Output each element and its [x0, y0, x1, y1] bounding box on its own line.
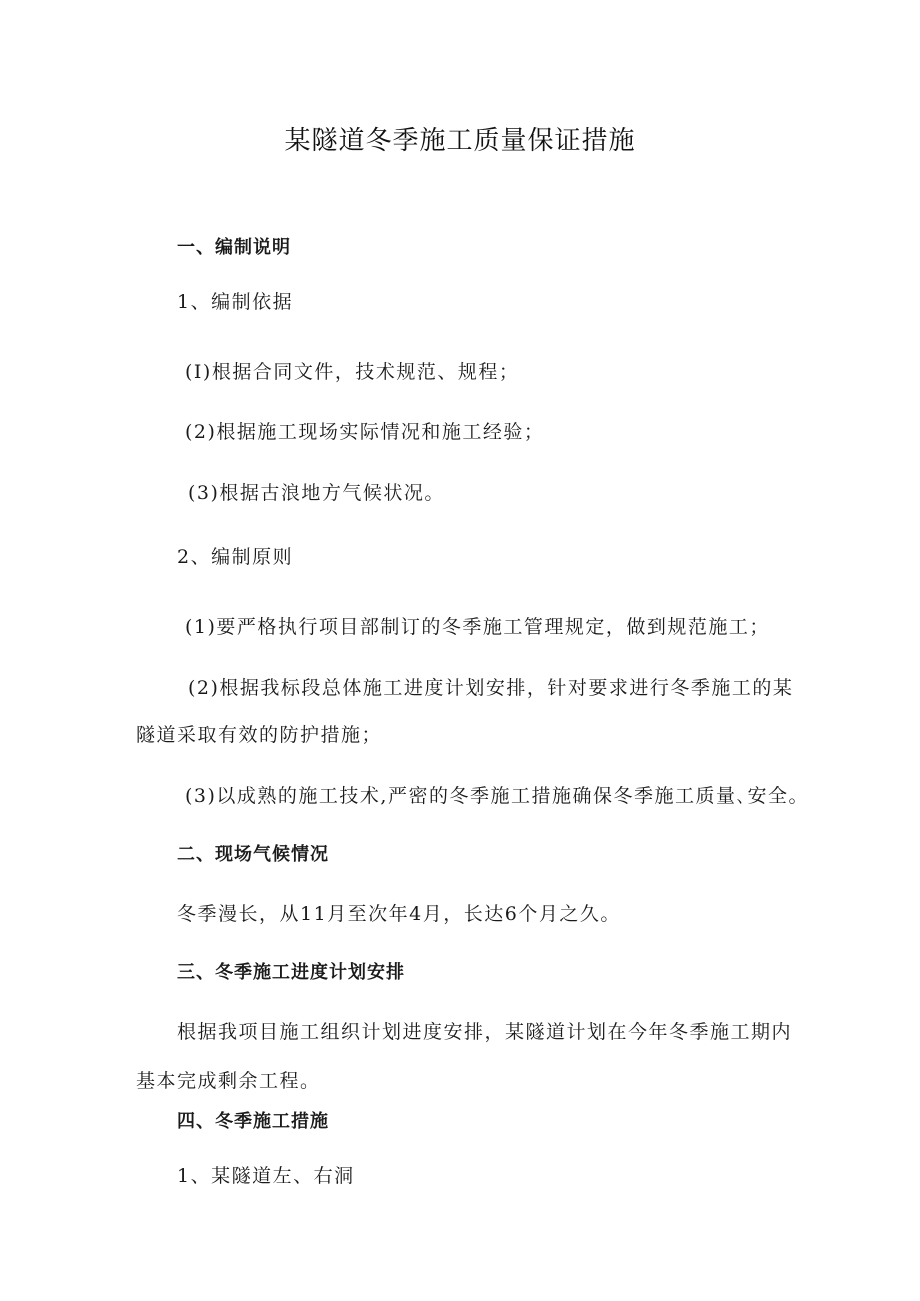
list-item: (3)根据古浪地方气候状况。 [188, 482, 445, 504]
subsection-heading-1-1: 1、编制依据 [177, 291, 294, 313]
list-item: (3)以成熟的施工技术,严密的冬季施工措施确保冬季施工质量､安全。 [185, 785, 809, 807]
section-heading-4: 四、冬季施工措施 [177, 1111, 329, 1132]
paragraph-continuation: 基本完成剩余工程。 [136, 1070, 321, 1092]
section-heading-3: 三、冬季施工进度计划安排 [177, 962, 405, 983]
subsection-heading-1-2: 2、编制原则 [177, 546, 294, 568]
section-heading-2: 二、现场气候情况 [177, 844, 329, 865]
section-heading-1: 一、编制说明 [177, 237, 291, 258]
paragraph: 冬季漫长，从11月至次年4月，长达6个月之久。 [177, 903, 621, 925]
subsection-heading-4-1: 1、某隧道左、右洞 [177, 1165, 355, 1187]
list-item-continuation: 隧道采取有效的防护措施； [136, 724, 383, 746]
list-item: (2)根据施工现场实际情况和施工经验； [185, 421, 545, 443]
list-item: (I)根据合同文件，技术规范、规程； [185, 361, 520, 383]
document-title: 某隧道冬季施工质量保证措施 [284, 126, 636, 156]
paragraph: 根据我项目施工组织计划进度安排，某隧道计划在今年冬季施工期内 [177, 1021, 793, 1043]
list-item: (1)要严格执行项目部制订的冬季施工管理规定，做到规范施工； [185, 616, 770, 638]
list-item: (2)根据我标段总体施工进度计划安排，针对要求进行冬季施工的某 [188, 677, 794, 699]
